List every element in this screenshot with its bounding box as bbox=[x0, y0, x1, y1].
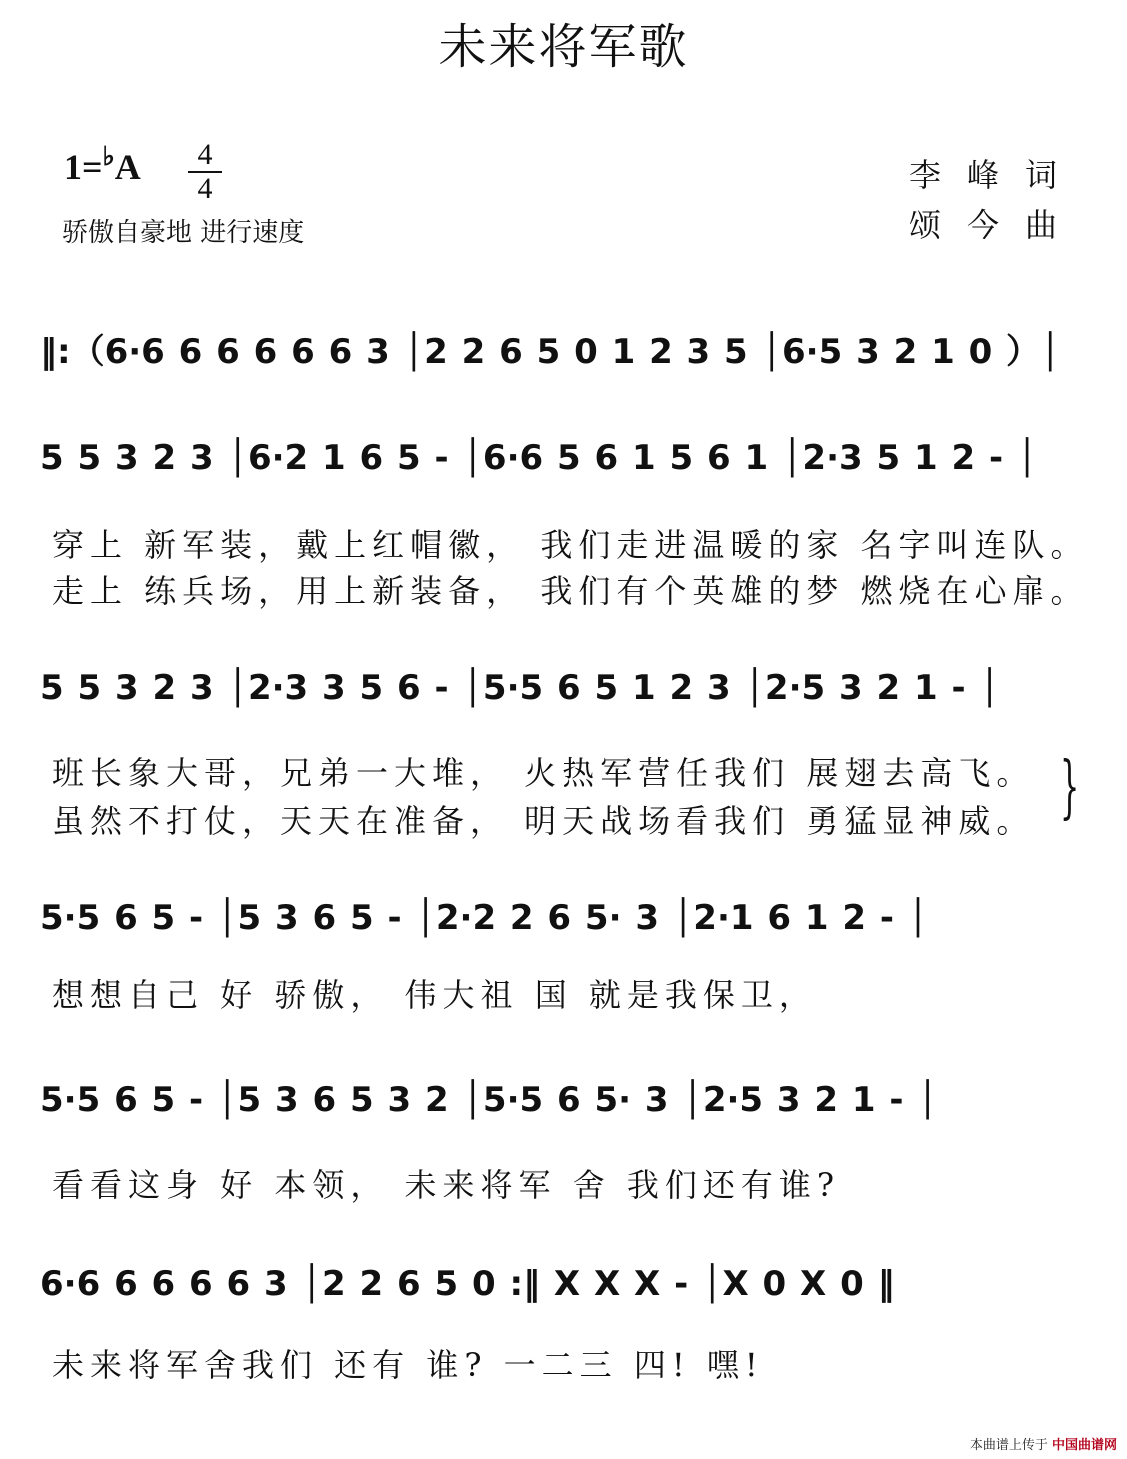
key-note: A bbox=[114, 147, 141, 187]
staff-line-1 bbox=[40, 318, 1095, 374]
key-prefix: 1= bbox=[64, 147, 103, 187]
tempo-marking: 骄傲自豪地 进行速度 bbox=[62, 218, 305, 248]
lyric-line-7: 未来将军舍我们 还有 谁? 一二三 四! 嘿! bbox=[52, 1346, 764, 1384]
footer-text: 本曲谱上传于 bbox=[969, 1438, 1048, 1453]
staff-notes: 5 5 3 2 3 │2·3 3 5 6 - │5·5 6 5 1 2 3 │2·5 3 2 1 - │ bbox=[40, 668, 1000, 708]
key-signature bbox=[64, 142, 141, 188]
time-signature-top: 4 bbox=[197, 138, 213, 171]
staff-line-5 bbox=[40, 1074, 1095, 1130]
composer-credit: 颂今曲 bbox=[908, 206, 1083, 244]
time-signature bbox=[188, 140, 222, 204]
lyricist-credit: 李峰词 bbox=[908, 156, 1083, 194]
footer-credit bbox=[970, 1434, 1117, 1453]
verse-brace: } bbox=[1059, 748, 1080, 827]
staff-notes: 6·6 6 6 6 6 3 │2 2 6 5 0 :‖ X X X - │X 0 X 0 ‖ bbox=[40, 1264, 895, 1304]
staff-notes: 5 5 3 2 3 │6·2 1 6 5 - │6·6 5 6 1 5 6 1 │2·3 5 1 2 - │ bbox=[40, 438, 1038, 478]
staff-line-2 bbox=[40, 432, 1095, 488]
lyric-line-6: 看看这身 好 本领， 未来将军 舍 我们还有谁? bbox=[52, 1166, 841, 1204]
staff-line-4 bbox=[40, 892, 1095, 948]
lyric-line-4: 虽然不打仗，天天在准备， 明天战场看我们 勇猛显神威。 bbox=[52, 802, 1035, 840]
flat-symbol: ♭ bbox=[102, 142, 115, 171]
lyric-line-1: 穿上 新军装，戴上红帽徽， 我们走进温暖的家 名字叫连队。 bbox=[52, 526, 1089, 564]
staff-line-6 bbox=[40, 1258, 1095, 1314]
site-logo[interactable]: 中国曲谱网 bbox=[1051, 1438, 1117, 1453]
lyric-line-5: 想想自己 好 骄傲， 伟大祖 国 就是我保卫， bbox=[52, 976, 817, 1014]
song-title: 未来将军歌 bbox=[438, 19, 689, 75]
staff-notes: ‖:（6·6 6 6 6 6 6 3 │2 2 6 5 0 1 2 3 5 │6·5 3 2 1 0 ）│ bbox=[40, 332, 1061, 372]
staff-line-3 bbox=[40, 662, 1095, 718]
staff-notes: 5·5 6 5 - │5 3 6 5 - │2·2 2 6 5· 3 │2·1 6 1 2 - │ bbox=[40, 898, 929, 938]
staff-notes: 5·5 6 5 - │5 3 6 5 3 2 │5·5 6 5· 3 │2·5 3 2 1 - │ bbox=[40, 1080, 938, 1120]
lyric-line-3: 班长象大哥，兄弟一大堆， 火热军营任我们 展翅去高飞。 bbox=[52, 754, 1035, 792]
time-signature-bottom: 4 bbox=[197, 172, 213, 205]
lyric-line-2: 走上 练兵场，用上新装备， 我们有个英雄的梦 燃烧在心扉。 bbox=[52, 572, 1089, 610]
